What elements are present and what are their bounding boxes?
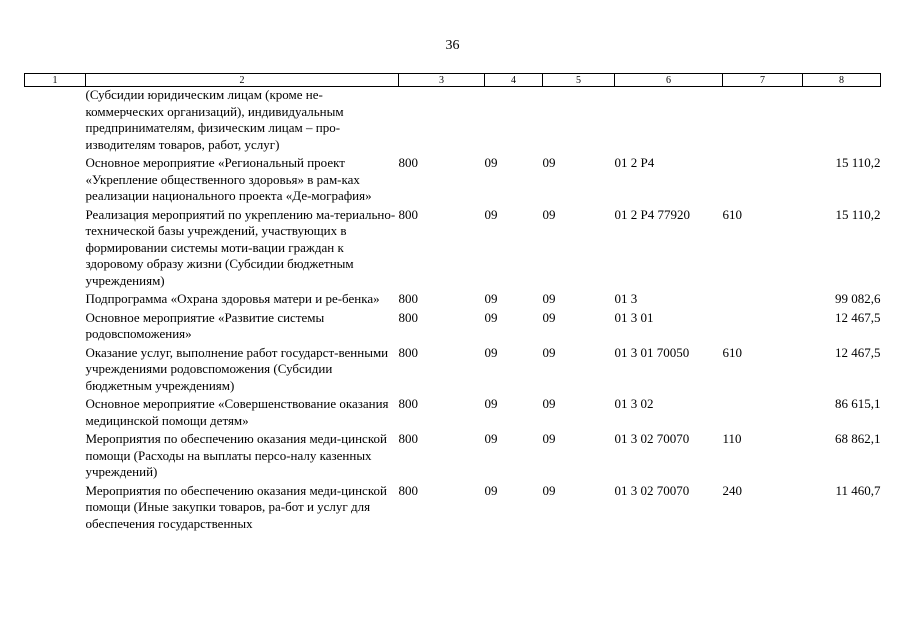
target-article-code-cell: 01 3 xyxy=(614,291,638,306)
target-article-code-cell: 01 3 02 70070 xyxy=(614,482,690,498)
amount-cell: 12 467,5 xyxy=(835,309,881,325)
target-article-code-cell: 01 3 01 xyxy=(614,309,654,325)
description-cell: Оказание услуг, выполнение работ государст-венными учреждениями родовспоможения (Субсидии бюджетным учреждениям) xyxy=(85,344,389,393)
table-row xyxy=(25,291,881,310)
row-number-cell xyxy=(25,310,86,345)
header-row xyxy=(25,74,881,87)
row-number-cell xyxy=(25,291,86,310)
section-code-cell: 09 xyxy=(484,206,498,222)
expense-type-code-cell xyxy=(723,396,803,431)
page-number: 36 xyxy=(445,38,460,53)
column-header-7: 7 xyxy=(723,74,803,87)
row-number-cell xyxy=(25,431,86,483)
table-row xyxy=(25,87,881,156)
expense-type-code-cell xyxy=(723,155,803,207)
description-cell: Основное мероприятие «Развитие системы родовспоможения» xyxy=(85,309,325,341)
column-header-2: 2 xyxy=(86,74,399,87)
subsection-code-cell: 09 xyxy=(542,396,556,411)
subsection-code-cell xyxy=(543,87,615,156)
section-code-cell: 09 xyxy=(484,344,498,360)
column-header-5: 5 xyxy=(543,74,615,87)
section-code-cell: 09 xyxy=(484,396,498,411)
description-cell: Реализация мероприятий по укреплению ма-териально-технической базы учреждений, участвующих в формировании системы моти-вации граждан к здоровому образу жизни (Субсидии бюджетным учреждениям) xyxy=(85,206,396,288)
section-code-cell: 09 xyxy=(484,482,498,498)
description-cell: Подпрограмма «Охрана здоровья матери и ре-бенка» xyxy=(85,291,380,306)
description-cell: Мероприятия по обеспечению оказания меди-цинской помощи (Расходы на выплаты персо-налу казенных учреждений) xyxy=(85,431,387,479)
section-code-cell: 09 xyxy=(484,291,498,306)
subsection-code-cell: 09 xyxy=(542,206,556,222)
column-header-3: 3 xyxy=(399,74,485,87)
target-article-code-cell: 01 3 02 xyxy=(614,396,654,411)
target-article-code-cell: 01 3 02 70070 xyxy=(614,431,690,446)
section-code-cell: 09 xyxy=(484,431,498,446)
column-header-6: 6 xyxy=(615,74,723,87)
subsection-code-cell: 09 xyxy=(542,482,556,498)
expense-type-code-cell: 610 xyxy=(722,344,742,360)
ministry-code-cell: 800 xyxy=(398,344,418,360)
amount-cell: 11 460,7 xyxy=(835,482,881,498)
table-row xyxy=(25,431,881,483)
amount-cell: 15 110,2 xyxy=(835,155,881,170)
ministry-code-cell: 800 xyxy=(398,155,418,170)
amount-cell: 12 467,5 xyxy=(835,344,881,360)
subsection-code-cell: 09 xyxy=(542,291,556,306)
subsection-code-cell: 09 xyxy=(542,155,556,170)
row-number-cell xyxy=(25,345,86,397)
target-article-code-cell xyxy=(615,87,723,156)
expense-type-code-cell xyxy=(723,291,803,310)
expense-type-code-cell xyxy=(723,87,803,156)
column-header-8: 8 xyxy=(803,74,881,87)
amount-cell: 99 082,6 xyxy=(835,291,881,306)
target-article-code-cell: 01 2 P4 xyxy=(614,155,655,170)
target-article-code-cell: 01 3 01 70050 xyxy=(614,344,690,360)
amount-cell: 15 110,2 xyxy=(835,206,881,222)
row-number-cell xyxy=(25,207,86,292)
ministry-code-cell xyxy=(399,87,485,156)
description-cell: Основное мероприятие «Региональный проект «Укрепление общественного здоровья» в рам-ках реализации национального проекта «Де-мография» xyxy=(85,155,372,203)
subsection-code-cell: 09 xyxy=(542,431,556,446)
expense-type-code-cell: 610 xyxy=(722,206,742,222)
expense-type-code-cell: 240 xyxy=(722,482,742,498)
expense-type-code-cell: 110 xyxy=(722,431,742,446)
table-row xyxy=(25,310,881,345)
expense-type-code-cell xyxy=(723,310,803,345)
ministry-code-cell: 800 xyxy=(398,396,418,411)
amount-cell xyxy=(803,87,881,156)
ministry-code-cell: 800 xyxy=(398,309,418,325)
ministry-code-cell: 800 xyxy=(398,291,418,306)
column-header-1: 1 xyxy=(25,74,86,87)
table-row xyxy=(25,345,881,397)
ministry-code-cell: 800 xyxy=(398,206,418,222)
row-number-cell xyxy=(25,155,86,207)
description-cell: Мероприятия по обеспечению оказания меди-цинской помощи (Иные закупки товаров, ра-бот и услуг для обеспечения государственных xyxy=(85,482,387,531)
section-code-cell: 09 xyxy=(484,155,498,170)
section-code-cell: 09 xyxy=(484,309,498,325)
subsection-code-cell: 09 xyxy=(542,344,556,360)
table-row xyxy=(25,396,881,431)
ministry-code-cell: 800 xyxy=(398,431,418,446)
row-number-cell xyxy=(25,87,86,156)
section-code-cell xyxy=(485,87,543,156)
target-article-code-cell: 01 2 P4 77920 xyxy=(614,206,690,222)
table-row xyxy=(25,207,881,292)
description-cell: (Субсидии юридическим лицам (кроме не-коммерческих организаций), индивидуальным предпринимателям, физическим лицам – про-изводителям товаров, работ, услуг) xyxy=(85,87,344,152)
amount-cell: 68 862,1 xyxy=(835,431,881,446)
column-header-4: 4 xyxy=(485,74,543,87)
ministry-code-cell: 800 xyxy=(398,482,418,498)
budget-table xyxy=(24,73,881,534)
row-number-cell xyxy=(25,483,86,535)
description-cell: Основное мероприятие «Совершенствование оказания медицинской помощи детям» xyxy=(85,396,389,428)
table-row xyxy=(25,483,881,535)
table-row xyxy=(25,155,881,207)
table-body xyxy=(25,87,881,535)
subsection-code-cell: 09 xyxy=(542,309,556,325)
row-number-cell xyxy=(25,396,86,431)
amount-cell: 86 615,1 xyxy=(835,396,881,411)
